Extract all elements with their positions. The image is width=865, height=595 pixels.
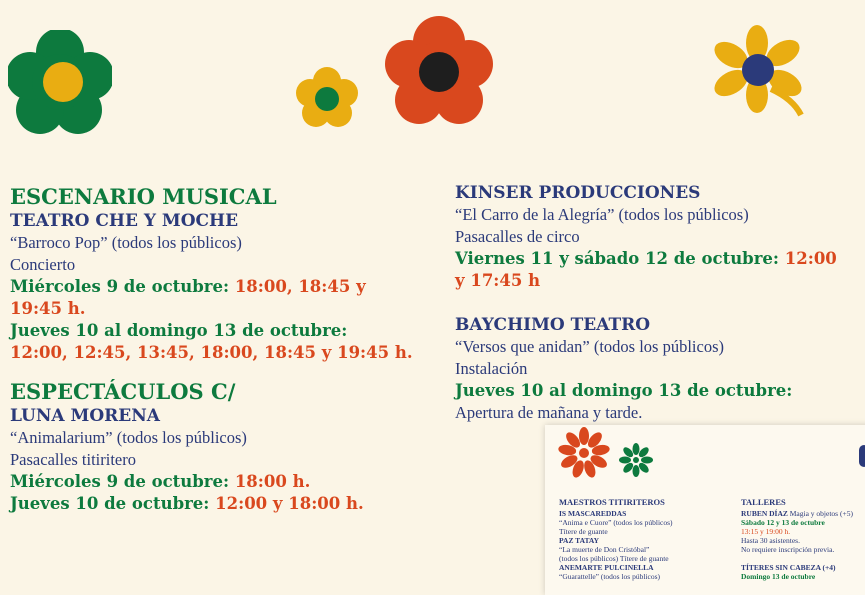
company-name: LUNA MORENA [10,406,160,426]
green-flower-icon [8,30,112,134]
card-company: PAZ TATAY [559,536,600,545]
company-name: KINSER PRODUCCIONES [455,183,701,203]
card-text: Magia y objetos (+5) [787,509,853,518]
card-left-title: MAESTROS TITIRITEROS [559,497,665,507]
schedule-times: 18:00, 18:45 y [234,277,366,296]
show-title: “Versos que anidan” (todos los públicos) [455,337,724,356]
schedule-times: 12:00 y 18:00 h. [215,494,364,513]
show-title: “Animalarium” (todos los públicos) [10,428,247,447]
schedule-line [10,493,430,515]
card-text: Títere de guante [559,527,608,536]
card-text: No requiere inscripción previa. [741,545,835,554]
section-title-escenario: ESCENARIO MUSICAL [10,184,277,209]
card-text: Hasta 30 asistentes. [741,536,800,545]
show-title: “Barroco Pop” (todos los públicos) [10,233,242,252]
show-type: Pasacalles titiritero [10,450,136,469]
card-text: “La muerte de Don Cristóbal” [559,545,650,554]
red-daisy-icon [558,427,610,479]
left-column [10,183,430,515]
schedule-text: Apertura de mañana y tarde. [455,403,643,422]
card-company: RUBEN DÍAZ [741,509,788,518]
show-type: Pasacalles de circo [455,227,580,246]
company-name: TEATRO CHE Y MOCHE [10,211,239,231]
schedule-line [455,248,855,270]
schedule-times: 12:00, 12:45, 13:45, 18:00, 18:45 y 19:45 h. [10,343,413,362]
card-text: “Guarattelle” (todos los públicos) [559,572,661,581]
program-card [545,425,865,595]
schedule-date: Miércoles 9 de octubre: [10,277,235,296]
company-name: BAYCHIMO TEATRO [455,315,651,335]
yellow-small-flower-icon [296,67,358,129]
schedule-date: Jueves 10 de octubre: [10,494,216,513]
green-daisy-icon [619,443,653,477]
card-text: “Anima e Cuore” (todos los públicos) [559,518,673,527]
show-type: Concierto [10,255,76,274]
card-date: Sábado 12 y 13 de octubre [741,518,825,527]
red-flower-icon [385,16,493,126]
card-times: 13:15 y 19:00 h. [741,527,791,536]
schedule-times: 19:45 h. [10,299,86,318]
card-date: Domingo 13 de octubre [741,572,816,581]
yellow-flower-icon [713,25,809,121]
schedule-times: 18:00 h. [234,472,311,491]
show-title: “El Carro de la Alegría” (todos los públicos) [455,205,749,224]
card-company: IS MASCAREDDAS [559,509,627,518]
section-title-espectaculos: ESPECTÁCULOS C/ [10,379,236,404]
schedule-times: y 17:45 h [455,271,541,290]
schedule-times: 12:00 [784,249,837,268]
card-company: TÍTERES SIN CABEZA (+4) [741,563,836,572]
navy-mark-icon [859,445,865,467]
card-company: ANEMARTE PULCINELLA [559,563,654,572]
card-company-line [741,509,853,518]
schedule-date: Miércoles 9 de octubre: [10,472,235,491]
right-column [455,182,855,424]
card-text: (todos los públicos) Títere de guante [559,554,669,563]
schedule-line [10,276,430,298]
schedule-line [10,471,430,493]
schedule-date: Jueves 10 al domingo 13 de octubre: [455,381,793,400]
schedule-date: Viernes 11 y sábado 12 de octubre: [455,249,785,268]
card-right-title: TALLERES [741,497,786,507]
show-type: Instalación [455,359,528,378]
schedule-date: Jueves 10 al domingo 13 de octubre: [10,321,348,340]
